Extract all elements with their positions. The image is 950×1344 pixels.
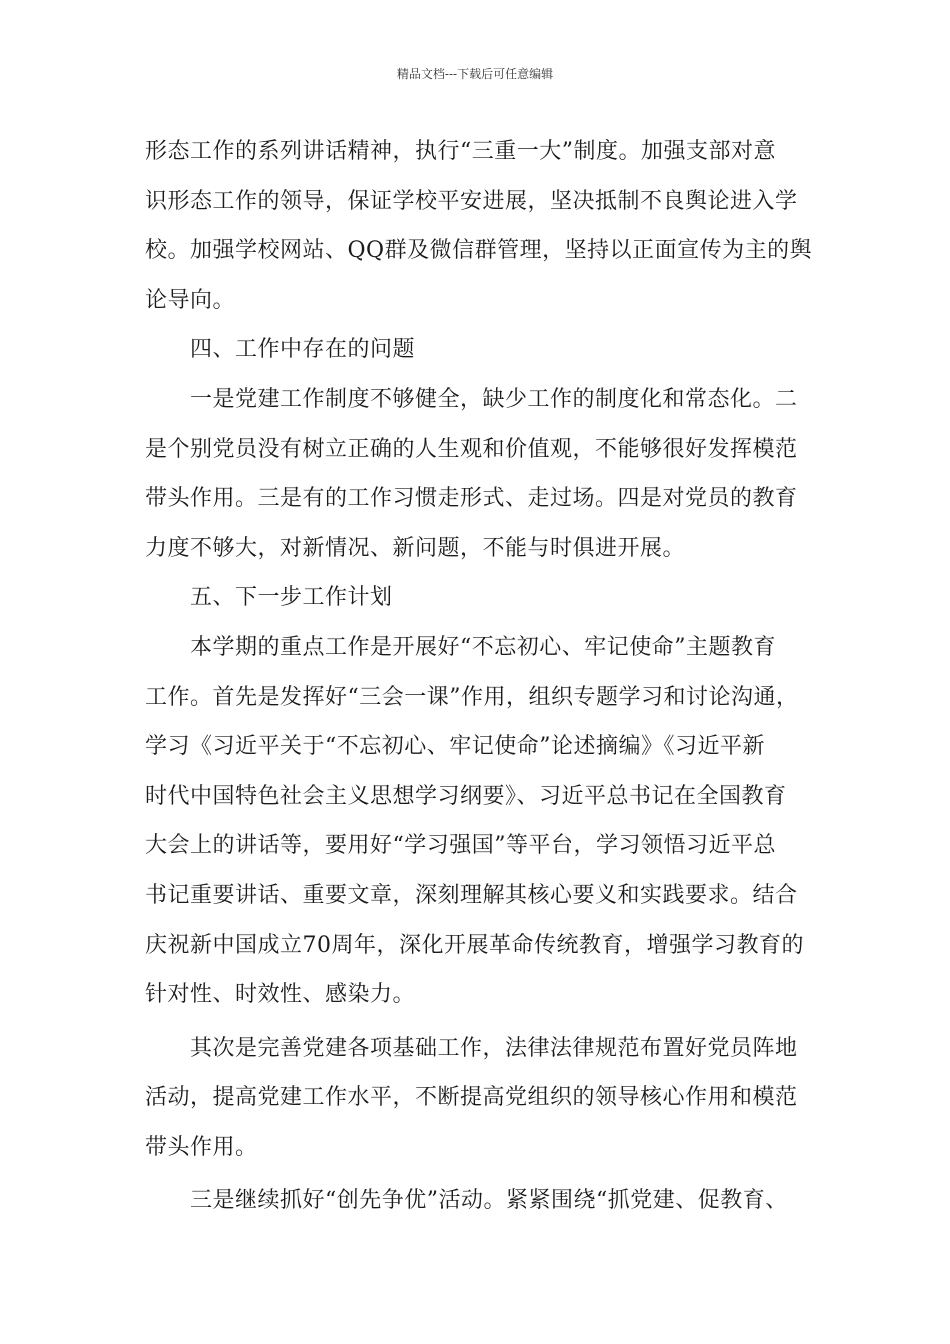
paragraph-line: 三是继续抓好“创先争优”活动。紧紧围绕“抓党建、促教育、	[190, 1188, 788, 1214]
paragraph-line: 学习《习近平关于“不忘初心、牢记使命”论述摘编》《习近平新	[145, 734, 765, 760]
paragraph-line: 其次是完善党建各项基础工作，法律法律规范布置好党员阵地	[190, 1035, 798, 1061]
paragraph-line: 工作。首先是发挥好“三会一课”作用，组织专题学习和讨论沟通，	[145, 684, 799, 710]
paragraph-line: 校。加强学校网站、QQ群及微信群管理，坚持以正面宣传为主的舆	[145, 238, 813, 264]
paragraph-line: 针对性、时效性、感染力。	[145, 982, 416, 1008]
paragraph-line: 活动，提高党建工作水平，不断提高党组织的领导核心作用和模范	[145, 1085, 798, 1111]
paragraph-line: 时代中国特色社会主义思想学习纲要》、习近平总书记在全国教育	[145, 783, 787, 809]
paragraph-line: 论导向。	[145, 287, 236, 313]
paragraph-line: 带头作用。	[145, 1134, 258, 1160]
section-heading-problems: 四、工作中存在的问题	[190, 337, 416, 363]
paragraph-line: 一是党建工作制度不够健全，缺少工作的制度化和常态化。二	[190, 386, 798, 412]
paragraph-line: 大会上的讲话等，要用好“学习强国”等平台，学习领悟习近平总	[145, 833, 776, 859]
paragraph-line: 本学期的重点工作是开展好“不忘初心、牢记使命”主题教育	[190, 634, 776, 660]
page-header: 精品文档---下载后可任意编辑	[396, 67, 554, 81]
document-body	[145, 127, 825, 1226]
section-heading-next-plan: 五、下一步工作计划	[190, 585, 393, 611]
paragraph-line: 识形态工作的领导，保证学校平安进展，坚决抵制不良舆论进入学	[145, 188, 798, 214]
paragraph-line: 形态工作的系列讲话精神，执行“三重一大”制度。加强支部对意	[145, 139, 776, 164]
paragraph-line: 是个别党员没有树立正确的人生观和价值观，不能够很好发挥模范	[145, 436, 798, 462]
paragraph-line: 庆祝新中国成立70周年，深化开展革命传统教育，增强学习教育的	[145, 932, 804, 958]
paragraph-line: 力度不够大，对新情况、新问题，不能与时俱进开展。	[145, 535, 686, 561]
paragraph-line: 带头作用。三是有的工作习惯走形式、走过场。四是对党员的教育	[145, 486, 798, 512]
paragraph-line: 书记重要讲话、重要文章，深刻理解其核心要义和实践要求。结合	[145, 882, 798, 908]
